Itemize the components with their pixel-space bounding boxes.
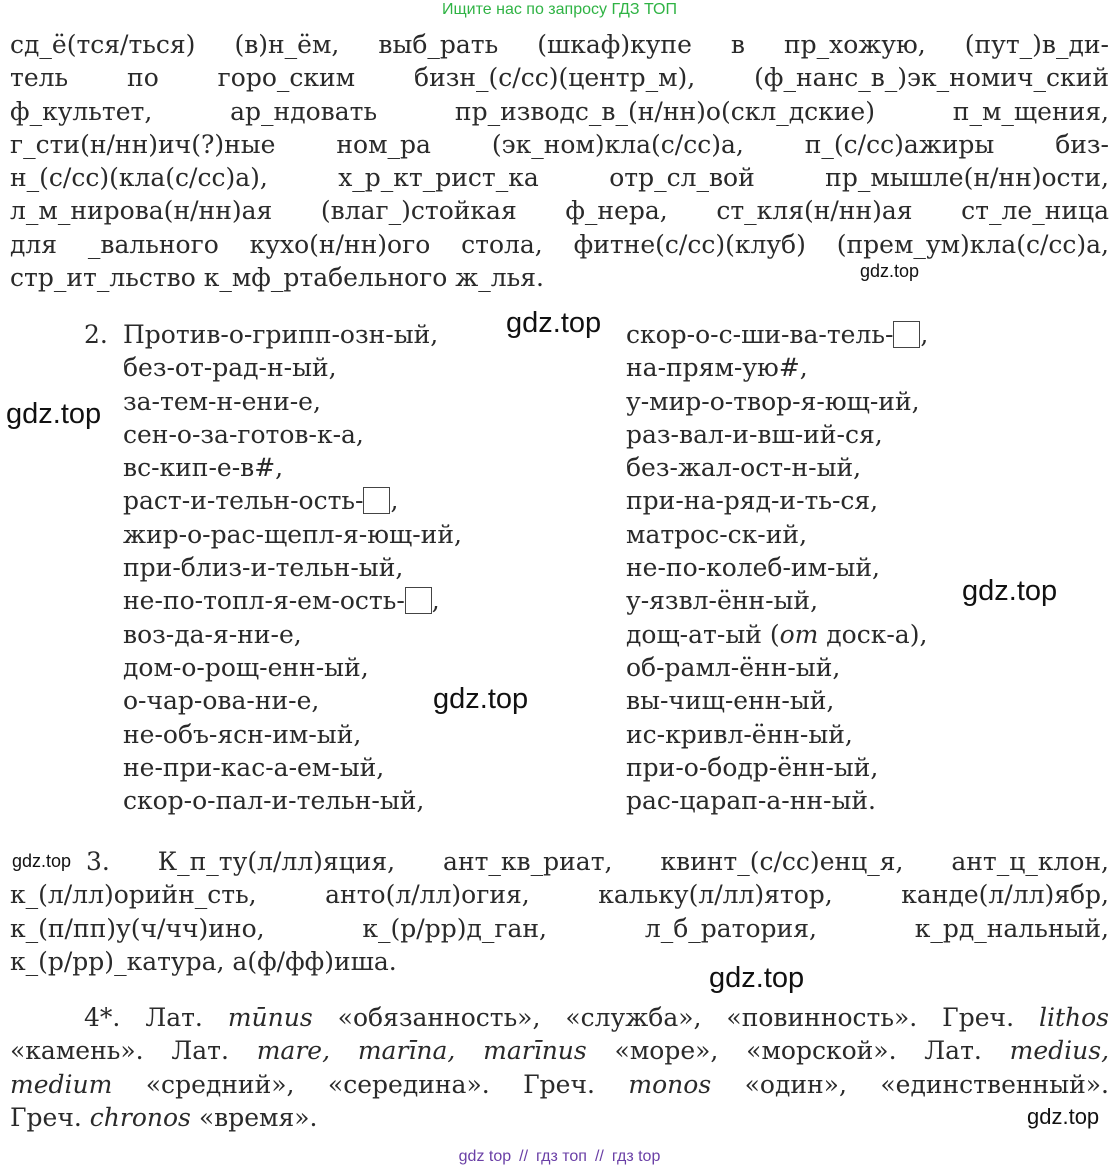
list-item: не-при-кас-а-ем-ый, bbox=[123, 752, 385, 782]
exercise-2-right-column bbox=[626, 318, 928, 817]
list-item-comma: , bbox=[390, 486, 399, 516]
exercise-2-left-column bbox=[123, 318, 462, 817]
text-line: к_(р/рр)_катура, а(ф/фф)иша. bbox=[10, 946, 397, 976]
list-item: ис-кривл-ённ-ый, bbox=[626, 719, 853, 749]
list-item: скор-о-пал-и-тельн-ый, bbox=[123, 786, 425, 816]
list-item: жир-о-рас-щепл-я-ющ-ий, bbox=[123, 519, 462, 549]
list-item: при-на-ряд-и-ть-ся, bbox=[626, 486, 879, 516]
greek-word: chronos bbox=[89, 1102, 191, 1132]
list-item: без-жал-ост-н-ый, bbox=[626, 453, 862, 483]
footer-link: gdz top bbox=[458, 1148, 512, 1165]
watermark: gdz.top bbox=[12, 851, 72, 871]
ending-box bbox=[363, 487, 390, 514]
list-item: без-от-рад-н-ый, bbox=[123, 353, 337, 383]
latin-word: medius, bbox=[1009, 1036, 1109, 1066]
list-item bbox=[123, 584, 462, 617]
ending-box bbox=[405, 587, 432, 614]
text-line: к_(л/лл)орийн_сть, анто(л/лл)огия, кальку(л/лл)ятор, канде(л/лл)ябр, bbox=[10, 880, 1109, 910]
text-run: «средний», «середина». Греч. bbox=[145, 1069, 595, 1099]
latin-word: medium bbox=[10, 1069, 113, 1099]
text-line: 3. К_п_ту(л/лл)яция, ант_кв_риат, квинт_(с/сс)енц_я, ант_ц_клон, bbox=[86, 847, 1109, 876]
list-item-comma: , bbox=[431, 586, 440, 616]
list-item bbox=[626, 618, 928, 651]
footer-separator: // bbox=[594, 1148, 604, 1165]
list-item: за-тем-н-ени-е, bbox=[123, 386, 321, 416]
latin-word: mare, bbox=[256, 1036, 331, 1066]
watermark: gdz.top bbox=[506, 307, 602, 339]
exercise-4-number: 4*. bbox=[84, 1003, 121, 1032]
text-run: «один», «единственный». bbox=[744, 1069, 1109, 1099]
text-run: Греч. bbox=[10, 1102, 82, 1132]
greek-word: lithos bbox=[1038, 1003, 1109, 1032]
list-item: не-объ-ясн-им-ый, bbox=[123, 719, 362, 749]
latin-word: marīna, bbox=[357, 1036, 456, 1066]
text-line: г_сти(н/нн)ич(?)ные ном_ра (эк_ном)кла(с/сс)а, п_(с/сс)ажиры биз- bbox=[10, 129, 1109, 159]
text-line: к_(п/пп)у(ч/чч)ино, к_(р/рр)д_ган, л_б_ратория, к_рд_нальный, bbox=[10, 913, 1109, 943]
footer-link: гдз top bbox=[611, 1148, 661, 1165]
watermark: gdz.top bbox=[709, 962, 805, 994]
list-item: Против-о-грипп-озн-ый, bbox=[123, 320, 439, 349]
text-run: Лат. bbox=[145, 1003, 203, 1032]
list-item: у-мир-о-твор-я-ющ-ий, bbox=[626, 386, 920, 416]
list-item: дом-о-рощ-енн-ый, bbox=[123, 652, 369, 682]
text-line bbox=[10, 1101, 1109, 1134]
text-run: «время». bbox=[198, 1102, 318, 1132]
text-run: «обязанность», «служба», «повинность». Греч. bbox=[337, 1003, 1015, 1032]
list-item: при-близ-и-тельн-ый, bbox=[123, 553, 404, 583]
list-item: о-чар-ова-ни-е, bbox=[123, 686, 320, 716]
text-line bbox=[10, 1034, 1109, 1067]
list-item: матрос-ск-ий, bbox=[626, 519, 808, 549]
watermark: gdz.top bbox=[860, 261, 920, 281]
greek-word: monos bbox=[628, 1069, 712, 1099]
list-item: на-прям-ую#, bbox=[626, 353, 808, 383]
text-line: стр_ит_льство к_мф_ртабельного ж_лья. bbox=[10, 263, 544, 293]
footer bbox=[0, 1148, 1119, 1166]
list-item-comma: , bbox=[920, 320, 929, 349]
list-item: раз-вал-и-вш-ий-ся, bbox=[626, 419, 883, 449]
italic-note: от bbox=[779, 619, 819, 649]
list-item bbox=[123, 484, 462, 517]
footer-link: гдз топ bbox=[536, 1148, 587, 1165]
list-item: воз-да-я-ни-е, bbox=[123, 619, 302, 649]
exercise-3-text bbox=[10, 845, 1109, 978]
list-item-text: раст-и-тельн-ость- bbox=[123, 486, 364, 516]
top-banner: Ищите нас по запросу ГДЗ ТОП bbox=[442, 1, 677, 18]
list-item-text: скор-о-с-ши-ва-тель- bbox=[626, 320, 894, 349]
list-item-tail: доск-а), bbox=[818, 619, 928, 649]
list-item-text: не-по-топл-я-ем-ость- bbox=[123, 586, 405, 616]
watermark: gdz.top bbox=[6, 398, 102, 430]
list-item: вс-кип-е-в#, bbox=[123, 453, 284, 483]
list-item: вы-чищ-енн-ый, bbox=[626, 686, 835, 716]
text-run: «море», «морской». Лат. bbox=[614, 1036, 982, 1066]
text-line: ф_культет, ар_ндовать пр_изводс_в_(н/нн)о(скл_дские) п_м_щения, bbox=[10, 96, 1109, 126]
latin-word: marīnus bbox=[483, 1036, 587, 1066]
exercise-4-text bbox=[10, 1001, 1109, 1134]
text-line bbox=[10, 1068, 1109, 1101]
watermark: gdz.top bbox=[962, 575, 1058, 607]
list-item: рас-царап-а-нн-ый. bbox=[626, 786, 876, 816]
text-line: для _вального кухо(н/нн)ого стола, фитне(с/сс)(клуб) (прем_ум)кла(с/сс)а, bbox=[10, 229, 1109, 259]
list-item: сен-о-за-готов-к-а, bbox=[123, 419, 364, 449]
text-line: н_(с/сс)(кла(с/сс)а), х_р_кт_рист_ка отр_сл_вой пр_мышле(н/нн)ости, bbox=[10, 163, 1109, 193]
text-line: сд_ё(тся/ться) (в)н_ём, выб_рать (шкаф)купе в пр_хожую, (пут_)в_ди- bbox=[10, 30, 1109, 59]
exercise-1-text bbox=[10, 28, 1109, 294]
watermark: gdz.top bbox=[433, 683, 529, 715]
footer-separator: // bbox=[519, 1148, 529, 1165]
list-item: не-по-колеб-им-ый, bbox=[626, 553, 880, 583]
watermark: gdz.top bbox=[1027, 1104, 1100, 1129]
list-item: у-язвл-ённ-ый, bbox=[626, 586, 819, 616]
text-line: тель по горо_ским бизн_(с/сс)(центр_м), (ф_нанс_в_)эк_номич_ский bbox=[10, 63, 1109, 93]
latin-word: mūnus bbox=[227, 1003, 313, 1032]
list-item bbox=[626, 318, 928, 351]
text-run: «камень». Лат. bbox=[10, 1036, 229, 1066]
text-line bbox=[10, 1001, 1109, 1034]
exercise-2-number: 2. bbox=[84, 320, 108, 349]
text-line: л_м_нирова(н/нн)ая (влаг_)стойкая ф_нера, ст_кля(н/нн)ая ст_ле_ница bbox=[10, 196, 1109, 226]
list-item: об-рамл-ённ-ый, bbox=[626, 652, 841, 682]
list-item-text: дощ-ат-ый ( bbox=[626, 619, 780, 649]
ending-box bbox=[893, 321, 920, 348]
list-item: при-о-бодр-ённ-ый, bbox=[626, 752, 879, 782]
